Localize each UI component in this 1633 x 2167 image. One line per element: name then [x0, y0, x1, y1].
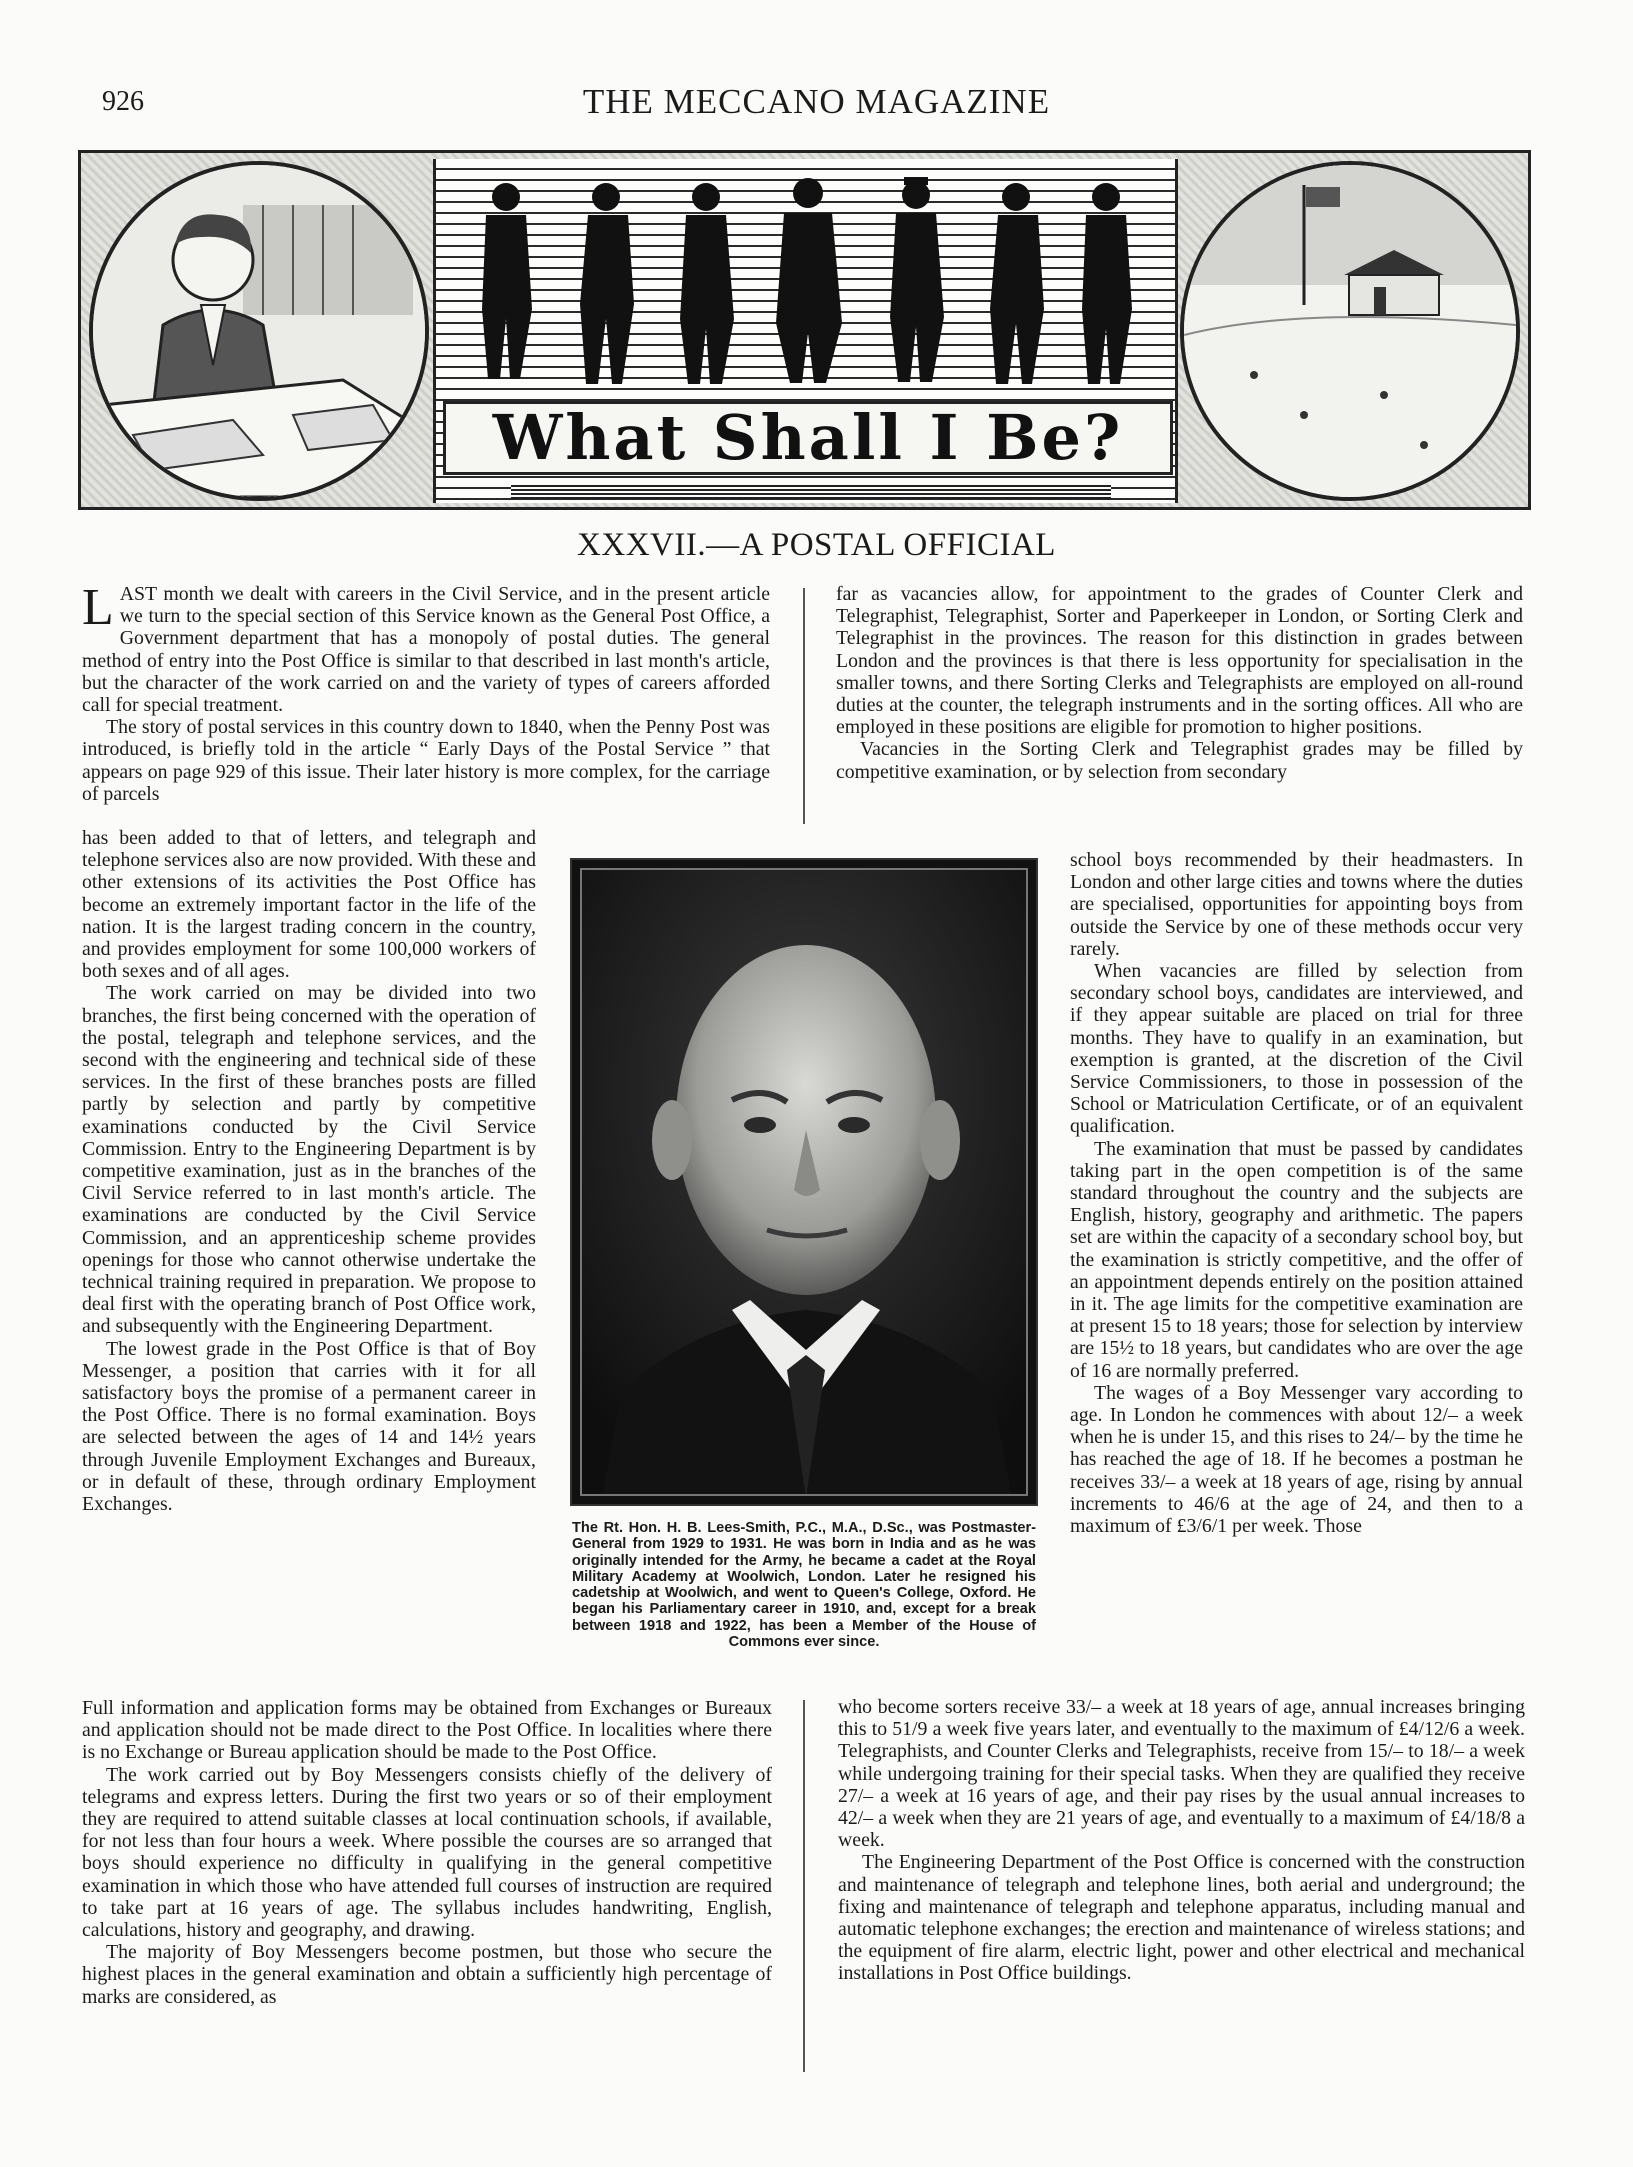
paragraph: far as vacancies allow, for appointment to the grades of Counter Clerk and Telegraphist, Telegraphist, Sorter and Paperkeeper in London, or Sorting Clerk and Telegraphist in the provinces. The reason for this distinction in grades between London and the provinces is that there is less opportunity for specialisation in the smaller towns, and there Sorting Clerks and Telegraphists are employed on all-round duties at the counter, the telegraph instruments and in the sorting offices. All who are employed in these positions are eligible for promotion to higher positions.	[836, 583, 1523, 739]
paragraph: who become sorters receive 33/– a week at 18 years of age, annual increases bringing this to 51/9 a week five years later, and eventually to the maximum of £4/12/6 a week. Telegraphists, and Counter Clerks and Telegraphists, receive from 15/– to 18/– a week while undergoing training for their special tasks. When they are qualified they receive 27/– a week at 16 years of age, and their pay rises by the usual annual increases to 42/– a week when they are 21 years of age, and eventually to a maximum of £4/18/8 a week.	[838, 1696, 1525, 1852]
portrait-photo-frame	[570, 858, 1038, 1506]
paragraph: Full information and application forms may be obtained from Exchanges or Bureaux and application should not be made direct to the Post Office. In localities where there is no Exchange or Bureau application should be made to the Post Office.	[82, 1697, 772, 1764]
column-rule-bottom	[803, 1700, 805, 2072]
paragraph: The story of postal services in this country down to 1840, when the Penny Post was introduced, is briefly told in the article “ Early Days of the Postal Service ” that appears on page 929 of this issue. Their later history is more complex, for the carriage of parcels	[82, 716, 770, 805]
left-column-narrow	[82, 827, 536, 1515]
column-rule-top	[803, 588, 805, 824]
paragraph: The examination that must be passed by candidates taking part in the open competition is of the same standard throughout the country and the subjects are English, history, geography and arithmetic. The papers set are within the capacity of a secondary school boy, but the examination is strictly competitive, and the offer of an appointment depends entirely on the position attained in it. The age limits for the competitive examination are at present 15 to 18 years; those for selection by interview are 15½ to 18 years, but candidates who are over the age of 16 are normally preferred.	[1070, 1137, 1523, 1382]
paragraph: LAST month we dealt with careers in the Civil Service, and in the present article we turn to the special section of this Service known as the General Post Office, a Government department that has a monopoly of postal duties. The general method of entry into the Post Office is similar to that described in last month's article, but the character of the work carried on and the variety of types of careers afforded call for special treatment.	[82, 579, 770, 717]
left-column-bottom	[82, 1697, 772, 2008]
right-column-narrow	[1070, 849, 1523, 1537]
paragraph: The Engineering Department of the Post Office is concerned with the construction and maintenance of telegraph and telephone lines, both aerial and underground; the fixing and maintenance of telegraph and telephone apparatus, including manual and automatic telephone exchanges; the erection and maintenance of wireless stations; and the equipment of fire alarm, electric light, power and other electrical and mechanical installations in Post Office buildings.	[838, 1851, 1525, 1985]
boy-at-desk-illustration	[89, 161, 429, 501]
banner-rule	[511, 485, 1111, 499]
page-number: 926	[102, 86, 144, 117]
portrait-photo	[580, 868, 1028, 1496]
magazine-title: THE MECCANO MAGAZINE	[582, 82, 1051, 121]
paragraph: The wages of a Boy Messenger vary according to age. In London he commences with about 12/– a week when he is under 15, and this rises to 24/– by the time he has reached the age of 18. If he becomes a postman he receives 33/– a week at 18 years of age, rising by annual increments to 46/6 at the age of 24, and then to a maximum of £3/6/1 per week. Those	[1070, 1381, 1523, 1538]
paragraph: The lowest grade in the Post Office is that of Boy Messenger, a position that carries with it for all satisfactory boys the promise of a permanent career in the Post Office. There is no formal examination. Boys are selected between the ages of 14 and 14½ years through Juvenile Employment Exchanges and Bureaux, or in default of these, through ordinary Employment Exchanges.	[82, 1337, 536, 1516]
paragraph: The work carried on may be divided into two branches, the first being concerned with the operation of the postal, telegraph and telephone services, and the second with the engineering and technical side of these services. In the first of these branches posts are filled partly by selection and partly by competitive examinations conducted by the Civil Service Commission. Entry to the Engineering Department is by competitive examination, just as in the branches of the Civil Service referred to in last month's article. The examinations are conducted by the Civil Service Commission, and an apprenticeship scheme provides openings for those who cannot otherwise undertake the technical training required in preparation. We propose to deal first with the operating branch of Post Office work, and subsequently with the Engineering Department.	[82, 982, 536, 1338]
right-column-top	[836, 583, 1523, 783]
banner-title: What Shall I Be?	[443, 401, 1173, 475]
article-title: XXXVII.—A POSTAL OFFICIAL	[577, 527, 1056, 563]
drop-cap: L	[82, 579, 114, 636]
paragraph: The majority of Boy Messengers become postmen, but those who secure the highest places in the general examination and obtain a sufficiently high percentage of marks are considered, as	[82, 1941, 772, 2008]
paragraph: Vacancies in the Sorting Clerk and Telegraphist grades may be filled by competitive examination, or by selection from secondary	[836, 738, 1523, 783]
left-column-top	[82, 579, 770, 805]
country-post-office-illustration	[1180, 161, 1520, 501]
paragraph: When vacancies are filled by selection from secondary school boys, candidates are interviewed, and if they appear suitable are placed on trial for three months. They have to qualify in an examination, but exemption is granted, at the discretion of the Civil Service Commissioners, to those in possession of the School or Matriculation Certificate, or of an equivalent qualification.	[1070, 960, 1523, 1138]
photo-caption: The Rt. Hon. H. B. Lees-Smith, P.C., M.A., D.Sc., was Postmaster-General from 1929 to 1931. He was born in India and as he was originally intended for the Army, he became a cadet at the Royal Military Academy at Woolwich, London. Later he resigned his cadetship at Woolwich, and went to Queen's College, Oxford. He began his Parliamentary career in 1910, and, except for a break between 1918 and 1922, has been a Member of the House of Commons ever since.	[572, 1520, 1036, 1651]
right-column-bottom	[838, 1696, 1525, 1985]
paragraph: has been added to that of letters, and telegraph and telephone services also are now provided. With these and other extensions of its activities the Post Office has become an extremely important factor in the life of the nation. It is the largest trading concern in the country, and provides employment for some 100,000 workers of both sexes and of all ages.	[82, 827, 536, 983]
paragraph: The work carried out by Boy Messengers consists chiefly of the delivery of telegrams and express letters. During the first two years or so of their employment they are required to attend suitable classes at local continuation schools, if available, for not less than four hours a week. Where possible the courses are so arranged that boys should experience no difficulty in qualifying in the general competitive examination in which those who have attended full courses of instruction are required to take part at 16 years of age. The syllabus includes handwriting, English, calculations, history and geography, and drawing.	[82, 1763, 772, 1942]
paragraph: school boys recommended by their headmasters. In London and other large cities and towns where the duties are specialised, opportunities for appointing boys from outside the Service by one of these methods occur very rarely.	[1070, 849, 1523, 960]
header-banner	[78, 150, 1531, 510]
